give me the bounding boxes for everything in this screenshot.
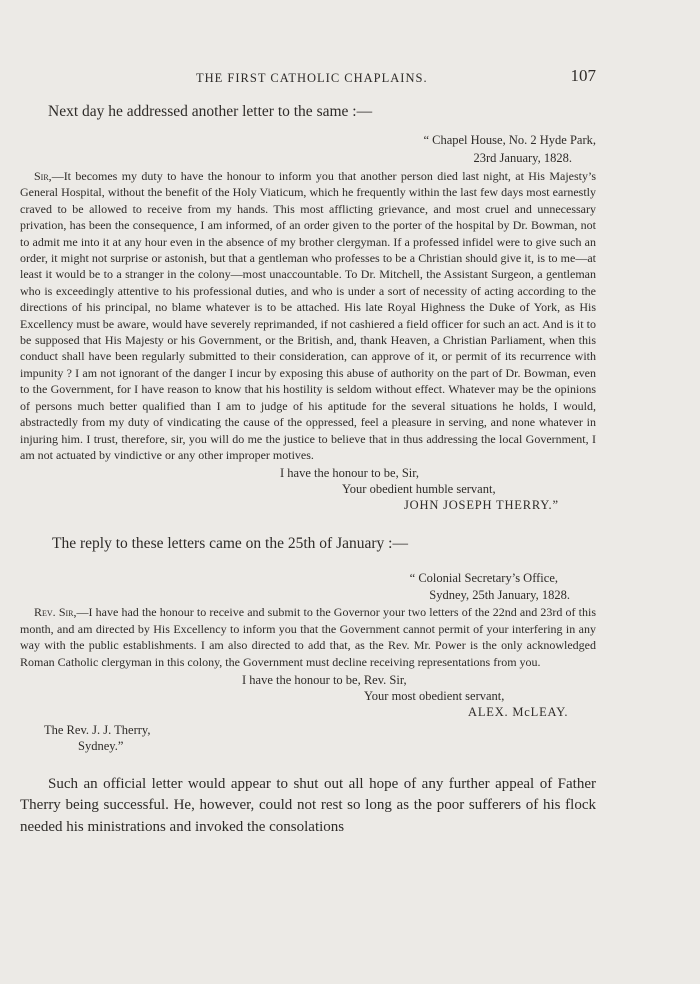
letter1-date: 23rd January, 1828.: [473, 151, 572, 165]
intro-line-1: Next day he addressed another letter to the same :—: [48, 103, 373, 120]
letter2-date: Sydney, 25th January, 1828.: [429, 588, 570, 603]
letter-mcleay: [20, 570, 596, 754]
letter2-closing-1: I have the honour to be, Rev. Sir,: [242, 672, 407, 687]
page-body: [20, 102, 596, 838]
letter-therry: [20, 132, 596, 513]
letter1-address: “ Chapel House, No. 2 Hyde Park,: [423, 133, 596, 147]
letter2-addressee-2: Sydney.”: [78, 738, 124, 753]
letter2-salutation: Rev. Sir,: [34, 605, 77, 620]
running-title: THE FIRST CATHOLIC CHAPLAINS.: [196, 71, 428, 85]
letter1-body-text: —It becomes my duty to have the honour to inform you that another person died last night, at His Majesty’s General Hospital, without the benefit of the Holy Viaticum, which he frequently within the last few days most earnestly craved to be allowed to receive from my hands. This most afflicting grievance, and most cruel and unnecessary privation, has been the consequence, I am informed, of an order given to the porter of the hospital by Dr. Bowman, not to admit me into it at any hour even in the absence of my brother clergyman. If a professed infidel were to give such an order, it might not surprise or astonish, but that a gentleman who professes to be a Christian should give it, is to me—at least it would be to a stranger in the colony—most unaccountable. To Dr. Mitchell, the Assistant Surgeon, a gentleman who is exceedingly attentive to his professional duties, and who is under a sort of necessity of acting according to the directions of his principal, no blame whatever is to be attached. His late Royal Highness the Duke of York, as His Excellency must be aware, would have severely reprimanded, if not cashiered a field officer for such an act. And is it to be supposed that His Majesty or his Government, or the British, and, thank Heaven, a Christian Parliament, when this conduct shall have been regularly submitted to their consideration, can approve of it, or permit of its recurrence with impunity ? I am not ignorant of the danger I incur by exposing this abuse of authority on the part of Dr. Bowman, even to the Government, for I have reason to know that his hostility is seldom without effect. Whatever may be the opinions of persons much better qualified than I am to judge of his aptitude for the several situations he holds, I would, abstractedly from my duty of vindicating the cause of the oppressed, feel a pleasure in serving, and none whatever in injuring him. I trust, therefore, sir, you will do me the justice to believe that in thus addressing the local Government, I am not actuated by vindictive or any other improper motives.: [20, 169, 596, 462]
letter2-addressee-1: The Rev. J. J. Therry,: [44, 722, 151, 737]
intro-line-2: The reply to these letters came on the 25th of January :—: [52, 535, 408, 553]
letter1-closing-2: Your obedient humble servant,: [342, 482, 496, 497]
letter1-signature: JOHN JOSEPH THERRY.”: [404, 498, 559, 513]
page-number: 107: [570, 66, 596, 85]
letter2-body-text: —I have had the honour to receive and submit to the Governor your two letters of the 22nd and 23rd of this month, and am directed by His Excellency to inform you that the Government cannot permit of your interfering in any way with the public establishments. I am also directed to add that, as the Rev. Mr. Power is the only acknowledged Roman Catholic clergyman in this colony, the Government must decline receiving representations from you.: [20, 605, 596, 669]
letter1-salutation: Sir,: [34, 169, 52, 183]
letter1-body: [20, 168, 596, 463]
letter1-closing-1: I have the honour to be, Sir,: [280, 466, 420, 481]
letter2-body: [20, 604, 596, 670]
closing-paragraph: Such an official letter would appear to shut out all hope of any further appeal of Father Therry being successful. He, however, could not rest so long as the poor sufferers of his flock needed his ministrations and invoked the consolations: [20, 775, 596, 835]
letter2-signature: ALEX. McLEAY.: [468, 704, 569, 719]
letter2-closing-2: Your most obedient servant,: [364, 688, 505, 703]
letter2-address: “ Colonial Secretary’s Office,: [409, 571, 558, 586]
